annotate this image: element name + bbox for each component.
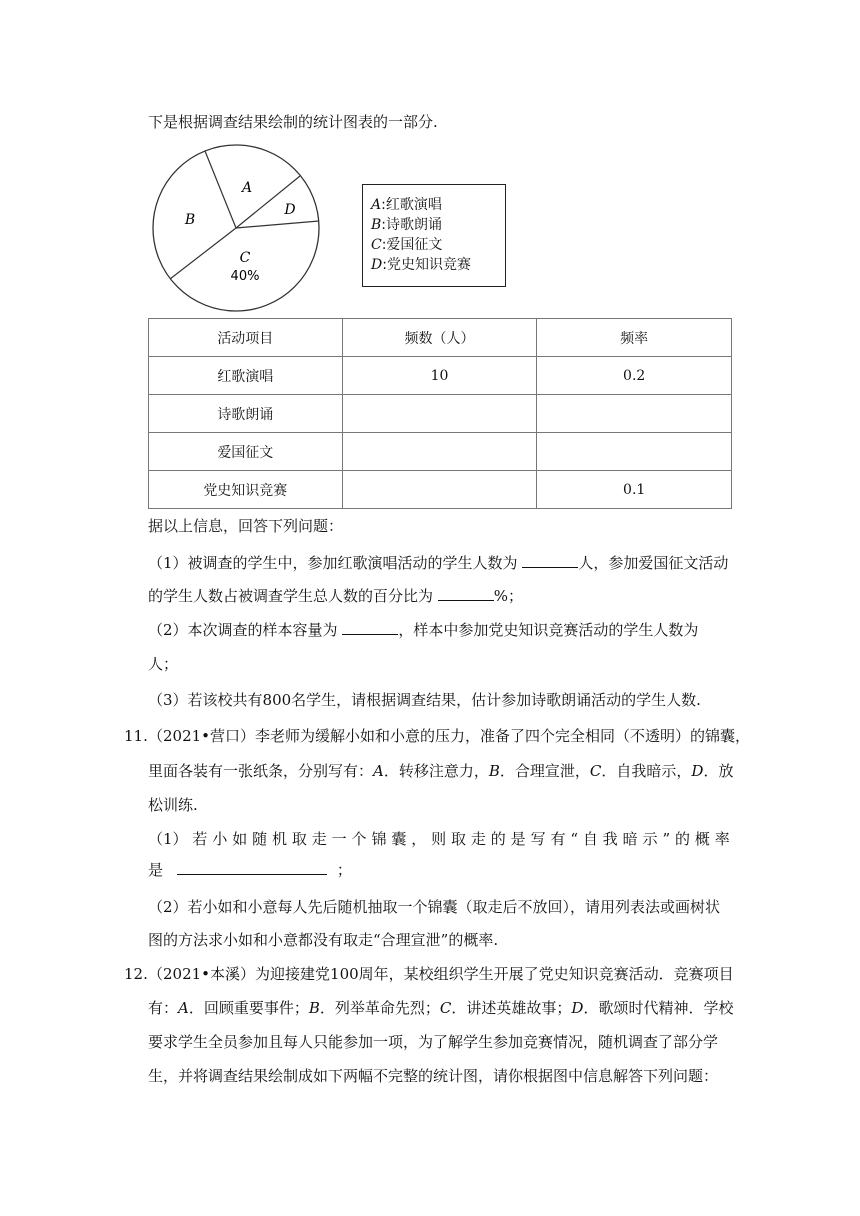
spaced-char: 的 bbox=[675, 830, 691, 848]
pie-label-a: A bbox=[241, 180, 253, 196]
answer-blank[interactable] bbox=[438, 586, 494, 601]
spaced-char: ” bbox=[662, 830, 671, 848]
answer-blank[interactable] bbox=[177, 860, 327, 875]
q11-line2: 里面各装有一张纸条，分别写有：A．转移注意力，B．合理宣泄，C．自我暗示，D．放 bbox=[148, 762, 734, 780]
legend-item: A:红歌演唱 bbox=[371, 197, 442, 213]
table-cell bbox=[342, 395, 537, 433]
spaced-char: 一 bbox=[331, 830, 347, 848]
q11-number: 11. bbox=[124, 727, 148, 745]
q10-part1-line1: （1）被调查的学生中，参加红歌演唱活动的学生人数为 人，参加爱国征文活动 bbox=[148, 554, 729, 572]
q11-sub1-line2: 是 ； bbox=[148, 861, 352, 879]
spaced-char: 写 bbox=[530, 830, 546, 848]
table-header: 频数（人） bbox=[342, 319, 537, 357]
q12-line2: 有：A．回顾重要事件；B．列举革命先烈；C．讲述英雄故事；D．歌颂时代精神．学校 bbox=[148, 999, 734, 1017]
table-cell: 0.1 bbox=[537, 471, 732, 509]
table-cell: 党史知识竞赛 bbox=[149, 471, 343, 509]
table-header: 频率 bbox=[537, 319, 732, 357]
answer-blank[interactable] bbox=[342, 620, 398, 635]
q10-part3: （3）若该校共有800名学生，请根据调查结果，估计参加诗歌朗诵活动的学生人数. bbox=[148, 691, 701, 709]
table-cell: 10 bbox=[342, 357, 537, 395]
table-cell: 爱国征文 bbox=[149, 433, 343, 471]
spaced-char: 自 bbox=[582, 830, 598, 848]
spaced-char: 概 bbox=[694, 830, 710, 848]
q10-part2-line1: （2）本次调查的样本容量为 ，样本中参加党史知识竞赛活动的学生人数为 bbox=[148, 621, 699, 639]
q12-line1: （2021•本溪）为迎接建党100周年，某校组织学生开展了党史知识竞赛活动．竞赛项目 bbox=[148, 965, 734, 983]
legend-item: D:党史知识竞赛 bbox=[371, 257, 471, 273]
q11-line1: （2021•营口）李老师为缓解小如和小意的压力，准备了四个完全相同（不透明）的锦囊， bbox=[148, 727, 751, 745]
spaced-char: “ bbox=[570, 830, 579, 848]
spaced-char: 锦 bbox=[371, 830, 387, 848]
q12-line4: 生，并将调查结果绘制成如下两幅不完整的统计图，请你根据图中信息解答下列问题： bbox=[148, 1067, 719, 1085]
q10-part2-line2: 人； bbox=[148, 655, 179, 673]
table-cell: 诗歌朗诵 bbox=[149, 395, 343, 433]
spaced-char: 个 bbox=[351, 830, 367, 848]
spaced-char: 如 bbox=[232, 830, 248, 848]
table-row bbox=[149, 357, 732, 395]
spaced-char: ， bbox=[411, 830, 427, 848]
answer-blank[interactable] bbox=[522, 553, 578, 568]
spaced-char: 有 bbox=[550, 830, 566, 848]
table-header: 活动项目 bbox=[149, 319, 343, 357]
spaced-char: 我 bbox=[602, 830, 618, 848]
pie-label-d: D bbox=[284, 202, 296, 218]
table-cell bbox=[342, 471, 537, 509]
spaced-char: 则 bbox=[431, 830, 447, 848]
q11-sub1-line1 bbox=[148, 829, 730, 849]
pie-chart bbox=[152, 142, 322, 312]
spaced-char: 囊 bbox=[391, 830, 407, 848]
legend-item: B:诗歌朗诵 bbox=[371, 217, 443, 233]
spaced-char: 机 bbox=[271, 830, 287, 848]
table-cell bbox=[342, 433, 537, 471]
table-cell: 红歌演唱 bbox=[149, 357, 343, 395]
table-row bbox=[149, 395, 732, 433]
chart-legend bbox=[362, 184, 506, 287]
spaced-char: 率 bbox=[714, 830, 730, 848]
table-cell bbox=[537, 433, 732, 471]
q11-line3: 松训练. bbox=[148, 796, 198, 814]
q11-sub2-line2: 图的方法求小如和小意都没有取走“合理宣泄”的概率. bbox=[148, 931, 499, 949]
spaced-char: 随 bbox=[252, 830, 268, 848]
table-header-row bbox=[149, 319, 732, 357]
table-cell: 0.2 bbox=[537, 357, 732, 395]
q10-part1-line2: 的学生人数占被调查学生总人数的百分比为 %； bbox=[148, 587, 524, 605]
table-cell bbox=[537, 395, 732, 433]
spaced-char: 取 bbox=[291, 830, 307, 848]
spaced-char: 若 bbox=[192, 830, 208, 848]
table-row bbox=[149, 471, 732, 509]
spaced-char: 的 bbox=[490, 830, 506, 848]
spaced-char: 走 bbox=[311, 830, 327, 848]
pie-percent-c: 40% bbox=[230, 269, 260, 284]
spaced-char: 走 bbox=[470, 830, 486, 848]
table-row bbox=[149, 433, 732, 471]
spaced-char: 是 bbox=[510, 830, 526, 848]
pie-label-c: C bbox=[239, 250, 251, 266]
frequency-table bbox=[148, 318, 732, 509]
q12-line3: 要求学生全员参加且每人只能参加一项，为了解学生参加竞赛情况，随机调查了部分学 bbox=[148, 1033, 719, 1051]
q12-number: 12. bbox=[124, 965, 148, 983]
spaced-char: 示 bbox=[642, 830, 658, 848]
intro-text: 下是根据调查结果绘制的统计图表的一部分. bbox=[148, 113, 438, 131]
legend-item: C:爱国征文 bbox=[371, 237, 443, 253]
spaced-char: 暗 bbox=[622, 830, 638, 848]
pie-label-b: B bbox=[184, 212, 196, 228]
spaced-char: 小 bbox=[212, 830, 228, 848]
spaced-char: （1） bbox=[148, 830, 188, 848]
q11-sub2-line1: （2）若小如和小意每人先后随机抽取一个锦囊（取走后不放回），请用列表法或画树状 bbox=[148, 898, 721, 916]
q10-lead: 据以上信息，回答下列问题： bbox=[148, 517, 344, 535]
spaced-char: 取 bbox=[451, 830, 467, 848]
